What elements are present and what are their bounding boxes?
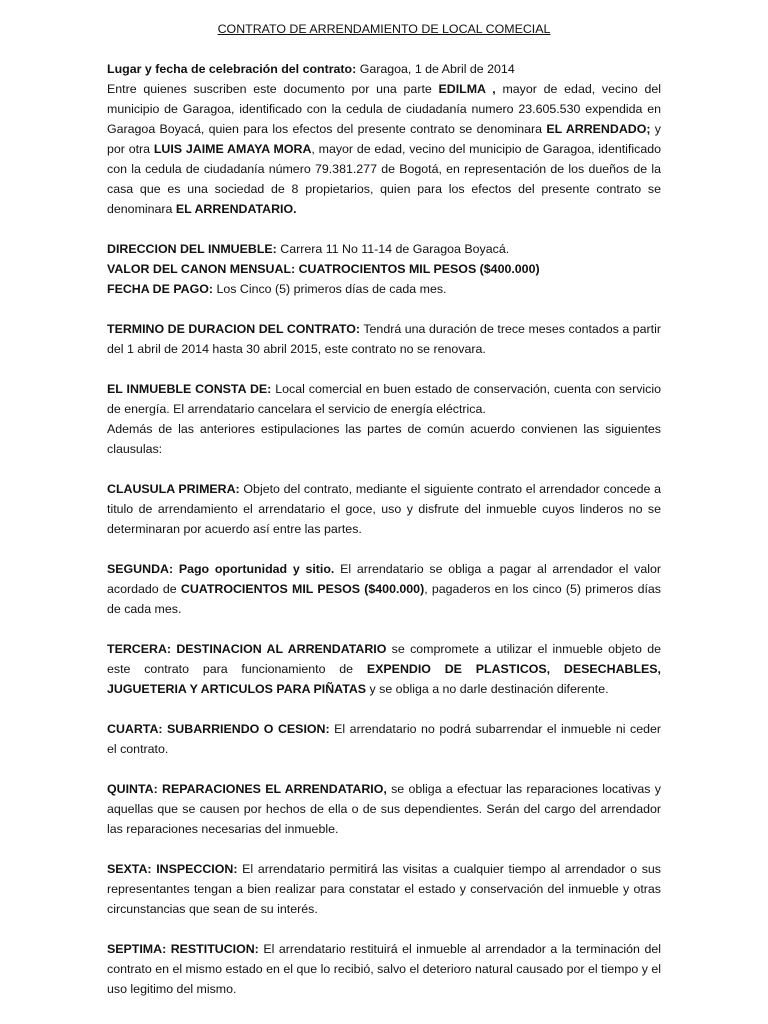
arrendador-role: EL ARRENDADO; bbox=[546, 122, 651, 136]
clausula-cuarta bbox=[107, 719, 661, 759]
segunda-text-1: El arrendatario se obliga a pagar al arrendador el valor acordado de bbox=[107, 562, 661, 596]
quinta-label: QUINTA: REPARACIONES EL ARRENDATARIO, bbox=[107, 782, 387, 796]
spacer bbox=[107, 359, 661, 379]
spacer bbox=[107, 539, 661, 559]
clausula-sexta bbox=[107, 859, 661, 919]
spacer bbox=[107, 839, 661, 859]
spacer bbox=[107, 759, 661, 779]
inmueble-text: Local comercial en buen estado de conservación, cuenta con servicio de energía. El arrendatario cancelara el servicio de energía eléctrica. bbox=[107, 382, 661, 416]
arrendador-name: EDILMA , bbox=[438, 82, 496, 96]
sexta-text: El arrendatario permitirá las visitas a cualquier tiempo al arrendador o sus representantes tengan a bien realizar para constatar el estado y conservación del inmueble y otras circunstancias que sean de su interés. bbox=[107, 862, 661, 916]
quinta-text: se obliga a efectuar las reparaciones locativas y aquellas que se causen por hechos de ella o de sus dependientes. Serán del cargo del arrendador las reparaciones necesarias del inmueble. bbox=[107, 782, 661, 836]
inmueble-label: EL INMUEBLE CONSTA DE: bbox=[107, 382, 272, 396]
direccion-line bbox=[107, 239, 661, 259]
clausula-quinta bbox=[107, 779, 661, 839]
document-page bbox=[107, 19, 661, 999]
direccion-value: Carrera 11 No 11-14 de Garagoa Boyacá. bbox=[276, 242, 510, 256]
cuarta-label: CUARTA: SUBARRIENDO O CESION: bbox=[107, 722, 330, 736]
spacer bbox=[107, 299, 661, 319]
spacer bbox=[107, 699, 661, 719]
cuarta-text: El arrendatario no podrá subarrendar el inmueble ni ceder el contrato. bbox=[107, 722, 661, 756]
tercera-destino: EXPENDIO DE PLASTICOS, DESECHABLES, JUGUETERIA Y ARTICULOS PARA PIÑATAS bbox=[107, 662, 662, 696]
lugar-label: Lugar y fecha de celebración del contrato: bbox=[107, 62, 357, 76]
lugar-value: Garagoa, 1 de Abril de 2014 bbox=[356, 62, 515, 76]
termino-paragraph bbox=[107, 319, 661, 359]
fecha-pago-label: FECHA DE PAGO: bbox=[107, 282, 214, 296]
parties-text-3: y por otra bbox=[107, 122, 661, 156]
tercera-text-1: se compromete a utilizar el inmueble objeto de este contrato para funcionamiento de bbox=[107, 642, 661, 676]
arrendatario-role: EL ARRENDATARIO. bbox=[175, 202, 297, 216]
tercera-text-2: y se obliga a no darle destinación diferente. bbox=[366, 682, 609, 696]
clausula-tercera bbox=[107, 639, 661, 699]
termino-label: TERMINO DE DURACION DEL CONTRATO: bbox=[107, 322, 361, 336]
clausula-primera bbox=[107, 479, 661, 539]
parties-text-2: mayor de edad, vecino del municipio de Garagoa, identificado con la cedula de ciudadanía numero 23.605.530 expendida en Garagoa Boyacá, quien para los efectos del presente contrato se denominara bbox=[107, 82, 661, 136]
segunda-amount: CUATROCIENTOS MIL PESOS ($400.000) bbox=[180, 582, 425, 596]
inmueble-paragraph bbox=[107, 379, 661, 419]
sexta-label: SEXTA: INSPECCION: bbox=[107, 862, 238, 876]
primera-text: Objeto del contrato, mediante el siguiente contrato el arrendador concede a titulo de arrendamiento el arrendatario el goce, uso y disfrute del inmueble cuyos linderos no se determinaran por acuerdo así entre las partes. bbox=[107, 482, 662, 536]
segunda-label: SEGUNDA: Pago oportunidad y sitio. bbox=[107, 562, 335, 576]
parties-paragraph bbox=[107, 79, 661, 219]
primera-label: CLAUSULA PRIMERA: bbox=[107, 482, 240, 496]
parties-text-1: Entre quienes suscriben este documento por una parte bbox=[107, 82, 439, 96]
document-title: CONTRATO DE ARRENDAMIENTO DE LOCAL COMECIAL bbox=[217, 22, 551, 36]
ademas-paragraph: Además de las anteriores estipulaciones las partes de común acuerdo convienen las siguientes clausulas: bbox=[107, 422, 661, 456]
canon-line bbox=[107, 259, 661, 279]
tercera-label: TERCERA: DESTINACION AL ARRENDATARIO bbox=[107, 642, 387, 656]
segunda-text-2: , pagaderos en los cinco (5) primeros días de cada mes. bbox=[107, 582, 662, 616]
parties-text-4: , mayor de edad, vecino del municipio de Garagoa, identificado con la cedula de ciudadanía número 79.381.277 de Bogotá, en representación de los dueños de la casa que es una sociedad de 8 propietarios, quien para los efectos del presente contrato se denominara bbox=[107, 142, 661, 216]
lugar-fecha-line bbox=[107, 59, 661, 79]
clausula-septima bbox=[107, 939, 661, 999]
canon-text: VALOR DEL CANON MENSUAL: CUATROCIENTOS MIL PESOS ($400.000) bbox=[107, 262, 540, 276]
fecha-pago-value: Los Cinco (5) primeros días de cada mes. bbox=[213, 282, 447, 296]
direccion-label: DIRECCION DEL INMUEBLE: bbox=[107, 242, 277, 256]
spacer bbox=[107, 619, 661, 639]
fecha-pago-line bbox=[107, 279, 661, 299]
arrendatario-name: LUIS JAIME AMAYA MORA bbox=[153, 142, 312, 156]
spacer bbox=[107, 919, 661, 939]
spacer bbox=[107, 459, 661, 479]
termino-text: Tendrá una duración de trece meses contados a partir del 1 abril de 2014 hasta 30 abril 2015, este contrato no se renovara. bbox=[107, 322, 661, 356]
septima-text: El arrendatario restituirá el inmueble al arrendador a la terminación del contrato en el mismo estado en el que lo recibió, salvo el deterioro natural causado por el tiempo y el uso legitimo del mismo. bbox=[107, 942, 661, 996]
spacer bbox=[107, 219, 661, 239]
clausula-segunda bbox=[107, 559, 661, 619]
septima-label: SEPTIMA: RESTITUCION: bbox=[107, 942, 259, 956]
